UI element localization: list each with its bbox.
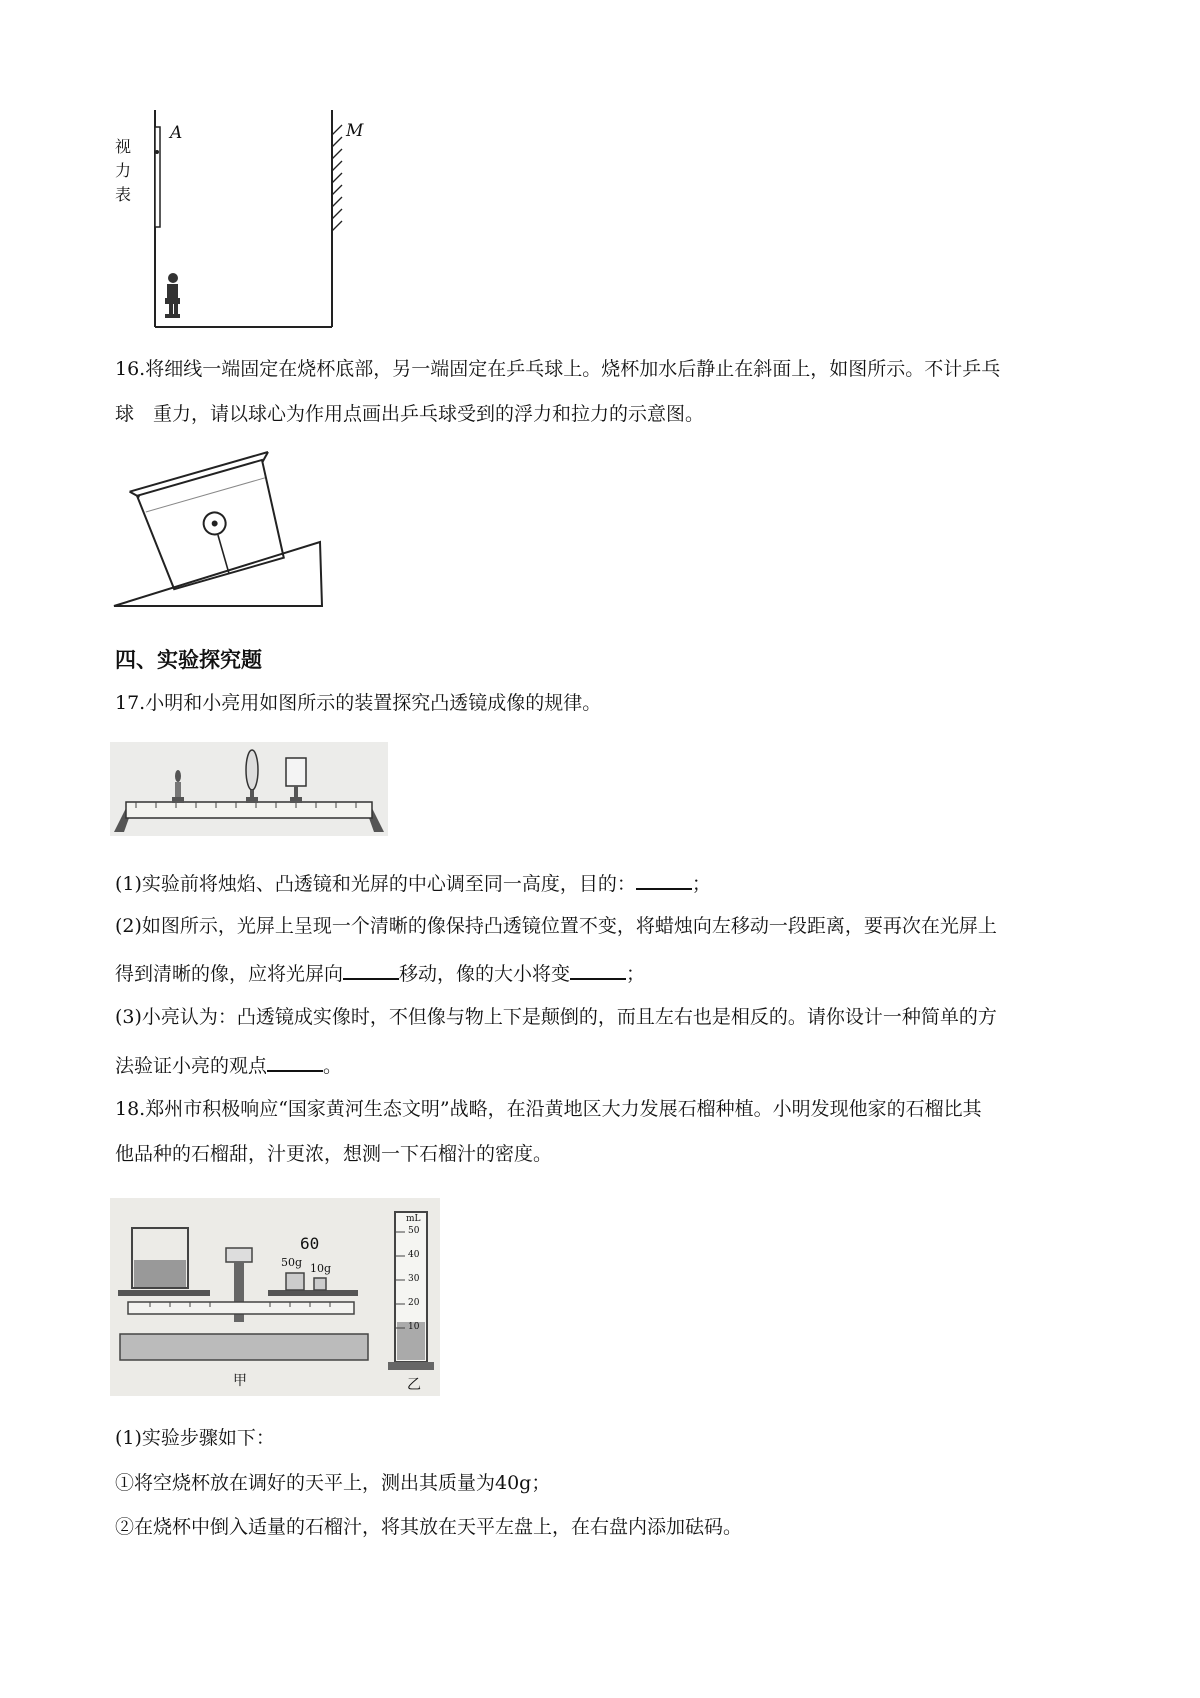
person-icon [165, 273, 180, 318]
figure-label-jia: 甲 [233, 1373, 247, 1389]
eye-chart-label: 视 力 表 [114, 137, 131, 204]
q17-blank-3[interactable] [570, 958, 626, 980]
cylinder-tick-50: 50 [408, 1226, 420, 1236]
figure-optical-bench [110, 742, 388, 836]
q18-line2: 他品种的石榴甜，汁更浓，想测一下石榴汁的密度。 [115, 1143, 553, 1165]
cylinder-tick-20: 20 [408, 1298, 420, 1308]
eye-chart-diagram [110, 105, 370, 330]
q17-blank-1[interactable] [636, 868, 692, 890]
handwritten-60: 60 [300, 1234, 320, 1253]
q17-part3-line2: 法验证小亮的观点 。 [115, 1050, 342, 1079]
q17-part2-line1: (2)如图所示，光屏上呈现一个清晰的像保持凸透镜位置不变，将蜡烛向左移动一段距离，要再次在光屏上 [115, 915, 997, 937]
q18-line1: 18.郑州市积极响应“国家黄河生态文明”战略，在沿黄地区大力发展石榴种植。小明发现他家的石榴比其 [115, 1098, 982, 1120]
cylinder-tick-40: 40 [408, 1250, 420, 1260]
q17-blank-2[interactable] [343, 958, 399, 980]
q18-step2: ②在烧杯中倒入适量的石榴汁，将其放在天平左盘上，在右盘内添加砝码。 [115, 1516, 743, 1538]
figure-beaker-incline [110, 444, 330, 614]
figure-label-yi: 乙 [407, 1377, 421, 1393]
q17-part3-line1: (3)小亮认为：凸透镜成实像时，不但像与物上下是颠倒的，而且左右也是相反的。请你设计一种简单的方 [115, 1006, 997, 1028]
weight-10g-label: 10g [310, 1262, 332, 1275]
label-m: M [346, 121, 364, 141]
cylinder-tick-10: 10 [408, 1322, 420, 1332]
weight-50g-icon [286, 1273, 304, 1290]
figure-eye-chart-mirror [110, 105, 370, 330]
optical-bench-diagram [110, 742, 388, 836]
q17-intro: 17.小明和小亮用如图所示的装置探究凸透镜成像的规律。 [115, 692, 602, 714]
q17-part2-line2: 得到清晰的像，应将光屏向 移动，像的大小将变 ； [115, 958, 645, 987]
balance-cylinder-diagram [110, 1198, 440, 1396]
beaker-incline-diagram [110, 444, 330, 614]
section-4-heading: 四、实验探究题 [115, 648, 262, 672]
q16-line1: 16.将细线一端固定在烧杯底部，另一端固定在乒乓球上。烧杯加水后静止在斜面上，如图所示。不计乒乓 [115, 358, 1001, 380]
q17-blank-4[interactable] [267, 1050, 323, 1072]
figure-balance-cylinder [110, 1198, 440, 1396]
label-a: A [170, 123, 183, 143]
q18-step1: ①将空烧杯放在调好的天平上，测出其质量为40g； [115, 1472, 551, 1494]
weight-10g-icon [314, 1278, 326, 1290]
weight-50g-label: 50g [281, 1256, 303, 1269]
cylinder-unit: mL [406, 1214, 421, 1224]
q16-line2: 球 重力，请以球心为作用点画出乒乓球受到的浮力和拉力的示意图。 [115, 403, 705, 425]
cylinder-tick-30: 30 [408, 1274, 420, 1284]
q17-part1: (1)实验前将烛焰、凸透镜和光屏的中心调至同一高度，目的： ； [115, 868, 711, 897]
q18-steps-title: (1)实验步骤如下： [115, 1427, 275, 1449]
